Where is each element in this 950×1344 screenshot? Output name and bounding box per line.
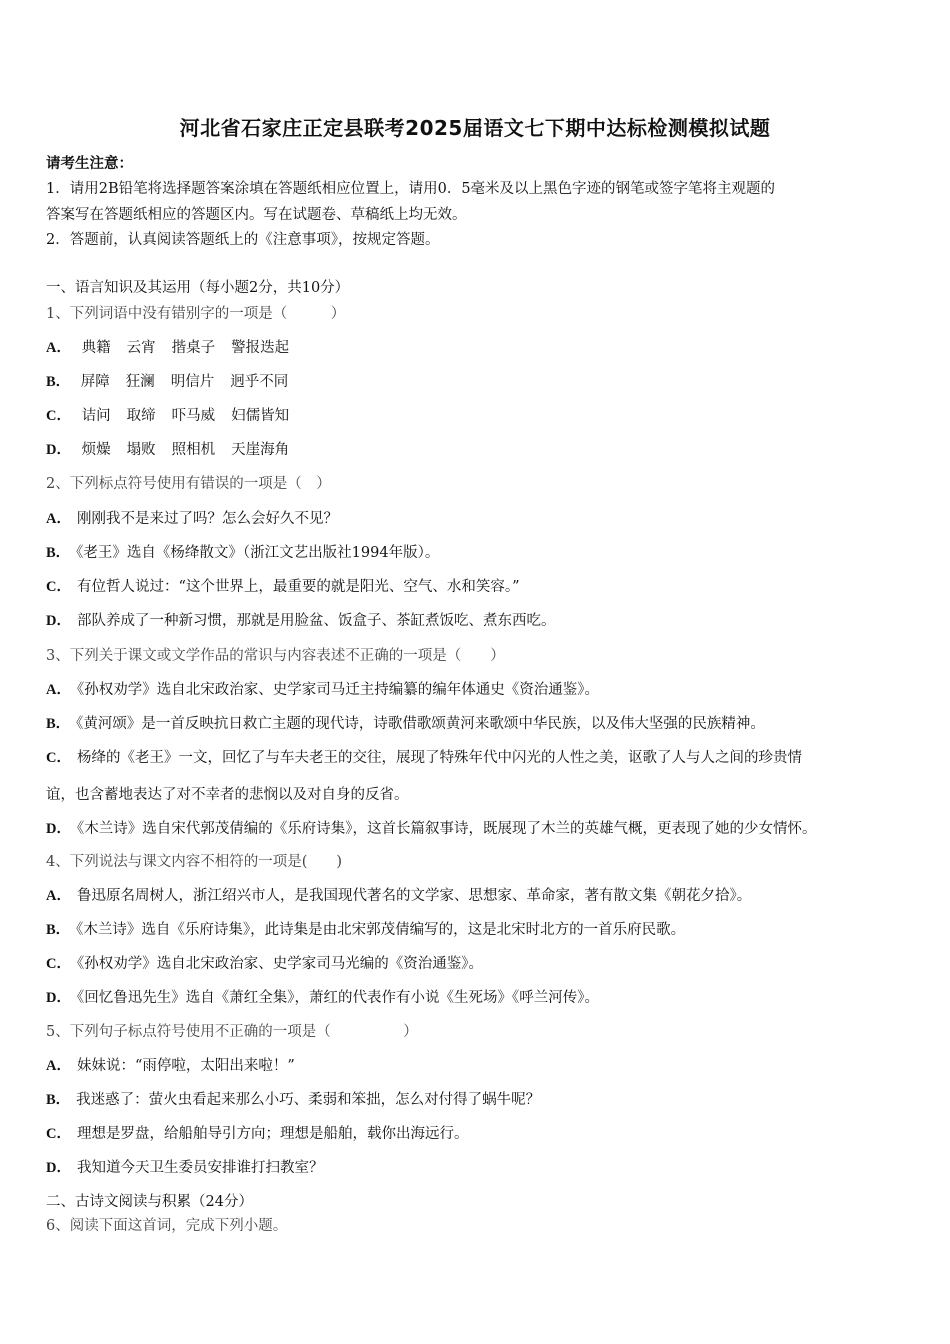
option-label: A． — [46, 1058, 71, 1074]
option-text: 有位哲人说过：“这个世界上，最重要的就是阳光、空气、水和笑容。” — [76, 579, 520, 595]
word: 明信片 — [170, 374, 215, 390]
word: 吓马威 — [171, 408, 216, 424]
option-c[interactable] — [46, 575, 520, 596]
option-label: A． — [46, 888, 71, 904]
option-text: 鲁迅原名周树人，浙江绍兴市人，是我国现代著名的文学家、思想家、革命家，著有散文集《朝花夕拾》。 — [76, 888, 752, 904]
option-c[interactable] — [46, 404, 305, 425]
option-text: 我知道今天卫生委员安排谁打扫教室？ — [76, 1160, 324, 1176]
option-text: 《木兰诗》选自《乐府诗集》，此诗集是由北宋郭茂倩编写的，这是北宋时北方的一首乐府民歌。 — [76, 922, 686, 938]
option-a[interactable] — [46, 336, 305, 357]
question-stem: 4、下列说法与课文内容不相符的一项是( ) — [46, 854, 343, 870]
question-stem: 5、下列句子标点符号使用不正确的一项是（ ） — [46, 1024, 418, 1040]
option-label: C． — [46, 750, 71, 766]
word: 塌败 — [126, 442, 156, 458]
question-stem: 6、阅读下面这首词，完成下列小题。 — [46, 1218, 288, 1234]
option-text: 《黄河颂》是一首反映抗日救亡主题的现代诗，诗歌借歌颂黄河来歌颂中华民族，以及伟大坚强的民族精神。 — [76, 716, 765, 732]
option-label: D． — [46, 990, 71, 1006]
option-label: C． — [46, 408, 71, 424]
option-d[interactable] — [46, 609, 555, 630]
notice-item: 答案写在答题纸相应的答题区内。写在试题卷、草稿纸上均无效。 — [46, 207, 467, 223]
option-d[interactable] — [46, 817, 816, 838]
word: 天崖海角 — [231, 442, 290, 458]
option-text: 部队养成了一种新习惯，那就是用脸盆、饭盒子、茶缸煮饭吃、煮东西吃。 — [76, 613, 556, 629]
option-label: C． — [46, 579, 71, 595]
option-a[interactable] — [46, 1054, 295, 1075]
option-label: B． — [46, 716, 71, 732]
word: 典籍 — [81, 340, 111, 356]
question-stem: 2、下列标点符号使用有错误的一项是（ ） — [46, 476, 331, 492]
word: 屏障 — [80, 374, 110, 390]
option-text: 杨绛的《老王》一文，回忆了与车夫老王的交往，展现了特殊年代中闪光的人性之美，讴歌了人与人之间的珍贵情 — [76, 750, 802, 766]
option-b[interactable] — [46, 1088, 540, 1109]
option-text: 谊，也含蓄地表达了对不幸者的悲悯以及对自身的反省。 — [46, 787, 409, 803]
option-d[interactable] — [46, 1156, 323, 1177]
option-label: A． — [46, 511, 71, 527]
option-label: D． — [46, 613, 71, 629]
option-label: B． — [46, 922, 71, 938]
option-text: 《孙权劝学》选自北宋政治家、史学家司马迁主持编纂的编年体通史《资治通鉴》。 — [76, 682, 599, 698]
option-label: A． — [46, 340, 71, 356]
question-stem: 3、下列关于课文或文学作品的常识与内容表述不正确的一项是（ ） — [46, 648, 505, 664]
option-label: D． — [46, 1160, 71, 1176]
option-label: C． — [46, 956, 71, 972]
option-d[interactable] — [46, 986, 599, 1007]
option-b[interactable] — [46, 918, 685, 939]
option-b[interactable] — [46, 712, 765, 733]
notice-heading: 请考生注意： — [46, 155, 133, 172]
word: 警报迭起 — [231, 340, 290, 356]
option-c[interactable] — [46, 746, 802, 767]
option-a[interactable] — [46, 884, 751, 905]
notice-item: 1．请用2B铅笔将选择题答案涂填在答题纸相应位置上，请用0．5毫米及以上黑色字迹的钢笔或签字笔将主观题的 — [46, 181, 776, 197]
option-a[interactable] — [46, 507, 338, 528]
word: 云宵 — [126, 340, 156, 356]
option-label: B． — [46, 545, 71, 561]
option-c-continued — [46, 783, 409, 804]
word: 诘问 — [81, 408, 111, 424]
option-c[interactable] — [46, 1122, 468, 1143]
option-text: 我迷惑了：萤火虫看起来那么小巧、柔弱和笨拙，怎么对付得了蜗牛呢？ — [76, 1092, 541, 1108]
option-b[interactable] — [46, 370, 304, 391]
section-heading: 一、语言知识及其运用（每小题2分，共10分） — [46, 280, 350, 296]
option-text: 妹妹说：“雨停啦，太阳出来啦！” — [76, 1058, 295, 1074]
word: 妇儒皆知 — [231, 408, 290, 424]
option-a[interactable] — [46, 678, 599, 699]
option-text: 《老王》选自《杨绛散文》（浙江文艺出版社1994年版）。 — [76, 545, 440, 561]
option-label: B． — [46, 374, 71, 390]
option-text: 理想是罗盘，给船舶导引方向；理想是船舶，载你出海远行。 — [76, 1126, 469, 1142]
page-title: 河北省石家庄正定县联考2025届语文七下期中达标检测模拟试题 — [179, 116, 771, 140]
word: 揩桌子 — [171, 340, 216, 356]
word: 照相机 — [171, 442, 216, 458]
option-b[interactable] — [46, 541, 439, 562]
option-c[interactable] — [46, 952, 483, 973]
option-label: D． — [46, 821, 71, 837]
word: 取缔 — [126, 408, 156, 424]
option-text: 《孙权劝学》选自北宋政治家、史学家司马光编的《资治通鉴》。 — [76, 956, 483, 972]
option-label: A． — [46, 682, 71, 698]
question-stem: 1、下列词语中没有错别字的一项是（ ） — [46, 306, 346, 322]
option-label: B． — [46, 1092, 71, 1108]
option-label: C． — [46, 1126, 71, 1142]
word: 烦燥 — [81, 442, 111, 458]
notice-item: 2．答题前，认真阅读答题纸上的《注意事项》，按规定答题。 — [46, 232, 440, 248]
option-text: 《回忆鲁迅先生》选自《萧红全集》，萧红的代表作有小说《生死场》《呼兰河传》。 — [76, 990, 599, 1006]
word: 狂澜 — [125, 374, 155, 390]
option-d[interactable] — [46, 438, 305, 459]
option-text: 刚刚我不是来过了吗？怎么会好久不见？ — [76, 511, 338, 527]
option-text: 《木兰诗》选自宋代郭茂倩编的《乐府诗集》，这首长篇叙事诗，既展现了木兰的英雄气概，更表现了她的少女情怀。 — [76, 821, 817, 837]
option-label: D． — [46, 442, 71, 458]
word: 迥乎不同 — [230, 374, 289, 390]
section-heading: 二、古诗文阅读与积累（24分） — [46, 1194, 253, 1210]
